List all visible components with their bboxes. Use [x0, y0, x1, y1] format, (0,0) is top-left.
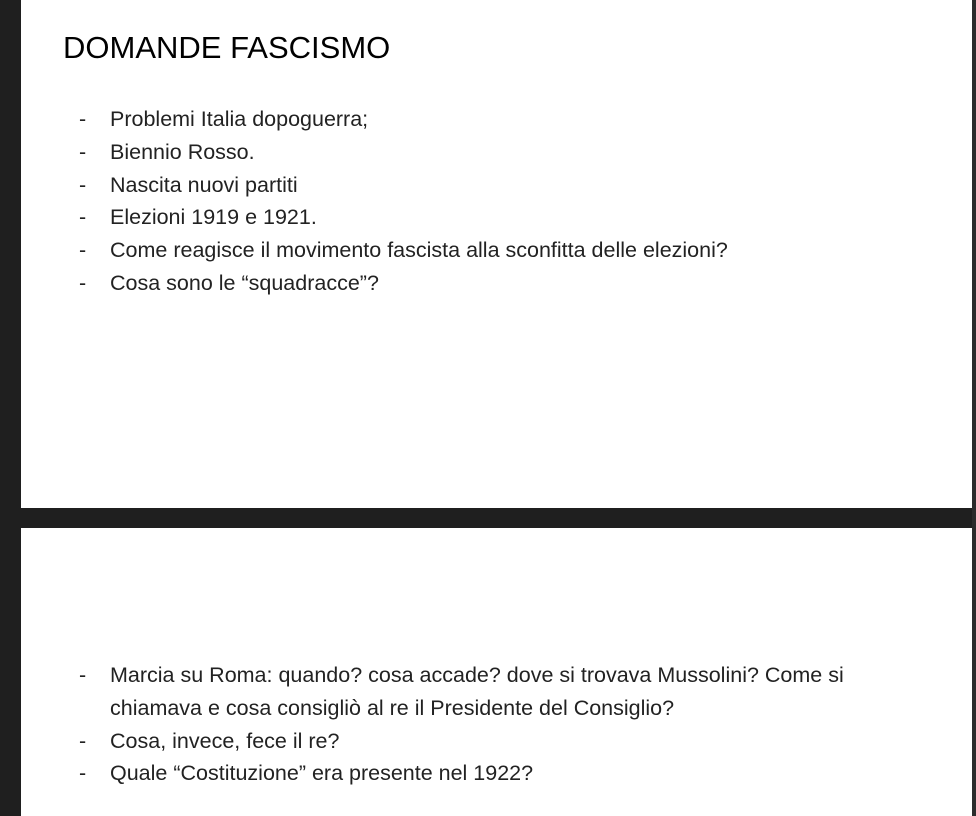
question-item — [21, 234, 930, 267]
bullet-dash: - — [79, 270, 87, 295]
question-text: Elezioni 1919 e 1921. — [110, 205, 317, 230]
question-text: Problemi Italia dopoguerra; — [110, 107, 369, 131]
question-item — [21, 725, 930, 758]
question-text: Cosa sono le “squadracce”? — [110, 270, 379, 295]
question-item — [21, 267, 930, 300]
document-title: DOMANDE FASCISMO — [63, 30, 391, 65]
question-text: Nascita nuovi partiti — [110, 172, 298, 197]
question-list-page-1 — [21, 103, 930, 300]
bullet-dash: - — [79, 172, 87, 197]
document-page-2 — [21, 528, 972, 816]
question-list-page-2 — [21, 659, 930, 790]
question-item — [21, 659, 930, 725]
page-scroll-edge — [972, 0, 976, 816]
question-item — [21, 103, 930, 136]
bullet-dash: - — [79, 107, 87, 131]
question-item — [21, 169, 930, 202]
bullet-dash: - — [79, 139, 87, 164]
question-item — [21, 201, 930, 234]
question-item — [21, 757, 930, 790]
question-text: Cosa, invece, fece il re? — [110, 728, 340, 753]
bullet-dash: - — [79, 205, 87, 230]
question-text: Come reagisce il movimento fascista alla sconfitta delle elezioni? — [110, 238, 728, 263]
bullet-dash: - — [79, 238, 87, 263]
question-item — [21, 136, 930, 169]
bullet-dash: - — [79, 761, 87, 786]
bullet-dash: - — [79, 728, 87, 753]
bullet-dash: - — [79, 663, 87, 687]
question-text: Quale “Costituzione” era presente nel 1922? — [110, 761, 534, 786]
document-page-1 — [21, 0, 972, 508]
question-text: Biennio Rosso. — [110, 139, 255, 164]
question-text: Marcia su Roma: quando? cosa accade? dove si trovava Mussolini? Come si chiamava e cosa consigliò al re il Presidente del Consiglio? — [110, 663, 844, 720]
